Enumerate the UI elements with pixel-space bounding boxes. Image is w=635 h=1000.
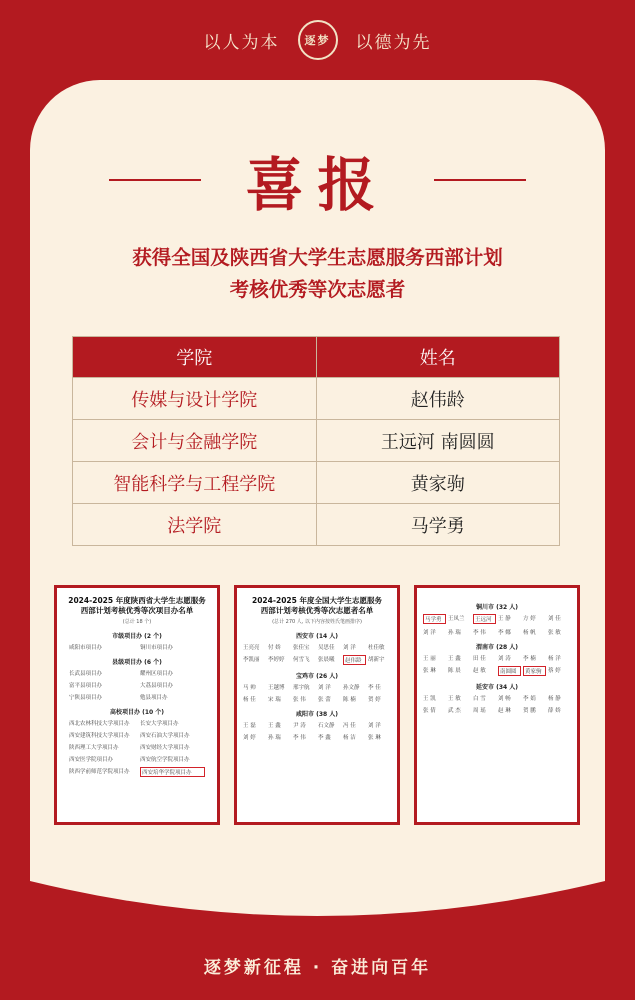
- doc-section-items: [423, 694, 571, 714]
- left-motto: 以人为本: [203, 32, 280, 53]
- content-card: [30, 80, 605, 940]
- doc-section-items: [423, 614, 571, 636]
- list-item: 赵 敏: [473, 668, 486, 674]
- list-item: 马 帅: [243, 685, 256, 691]
- table-row: [73, 462, 560, 504]
- list-item: 刘 畅: [498, 696, 511, 702]
- name-cell: 马学勇: [316, 504, 560, 546]
- list-item: 张 伟: [293, 697, 306, 703]
- list-item: 吴思佳: [318, 645, 335, 651]
- list-item: 杨 洋: [548, 656, 561, 662]
- title-rule-left: [109, 179, 201, 181]
- list-item: 长武县项目办: [69, 671, 103, 677]
- list-item: 黄家驹: [523, 666, 546, 676]
- doc-section-label: 市级项目办 (2 个): [112, 633, 162, 640]
- list-item: 王越博: [268, 685, 285, 691]
- list-item: 陈 晨: [448, 668, 461, 674]
- doc-section-items: [243, 683, 391, 703]
- bottom-slogan: 逐梦新征程 · 奋进向百年: [203, 958, 432, 978]
- list-item: 刘 涛: [498, 656, 511, 662]
- header-name: 姓名: [316, 337, 560, 378]
- list-item: 蔡 婷: [548, 668, 561, 674]
- list-item: 杜佳敏: [368, 645, 385, 651]
- list-item: 李 娟: [523, 696, 536, 702]
- list-item: 薛 娇: [548, 708, 561, 714]
- doc-section-items: [63, 643, 211, 651]
- list-item: 王 凯: [423, 696, 436, 702]
- list-item: 刘 佳: [548, 616, 561, 622]
- list-item: 富平县项目办: [69, 683, 103, 689]
- list-item: 西安石油大学项目办: [140, 733, 190, 739]
- list-item: 尹 涛: [293, 723, 306, 729]
- list-item: 陈 楠: [343, 697, 356, 703]
- college-cell: 法学院: [73, 504, 317, 546]
- doc-section-label: 县级项目办 (6 个): [112, 659, 162, 666]
- list-item: 陕西理工大学项目办: [69, 745, 119, 751]
- document-volunteer-list-1: [234, 585, 400, 825]
- list-item: 大荔县项目办: [140, 683, 174, 689]
- list-item: 李 娜: [498, 630, 511, 636]
- page-title: 喜报: [245, 151, 390, 219]
- table-row: [73, 504, 560, 546]
- seal-text: 逐梦: [304, 34, 331, 47]
- list-item: 长安大学项目办: [140, 721, 179, 727]
- list-item: 田 佳: [473, 656, 486, 662]
- list-item: 张 倩: [423, 708, 436, 714]
- doc-section-items: [63, 719, 211, 777]
- list-item: 杨 静: [548, 696, 561, 702]
- list-item: 孙文静: [343, 685, 360, 691]
- list-item: 张佳宝: [293, 645, 310, 651]
- list-item: 马学勇: [423, 614, 446, 624]
- list-item: 西安建筑科技大学项目办: [69, 733, 130, 739]
- list-item: 刘 洋: [368, 723, 381, 729]
- list-item: 王远河: [473, 614, 496, 624]
- doc-title: [63, 596, 211, 616]
- award-table: [72, 336, 560, 546]
- list-item: 张 琳: [368, 735, 381, 741]
- list-item: 西安财经大学项目办: [140, 745, 190, 751]
- list-item: 贺 鹏: [523, 708, 536, 714]
- doc-section-items: [243, 643, 391, 665]
- list-item: 王 鑫: [268, 723, 281, 729]
- list-item: 李 鑫: [318, 735, 331, 741]
- doc-section-label: 高校项目办 (10 个): [109, 709, 164, 716]
- list-item: 西北农林科技大学项目办: [69, 721, 130, 727]
- right-motto: 以德为先: [355, 32, 432, 53]
- doc-section-items: [243, 721, 391, 741]
- list-item: 白 雪: [473, 696, 486, 702]
- list-item: 刘 洋: [343, 645, 356, 651]
- list-item: 孙 瑞: [268, 735, 281, 741]
- list-item: 张 琳: [423, 668, 436, 674]
- doc-section-label: 宝鸡市 (26 人): [295, 673, 338, 680]
- list-item: 南圆圆: [498, 666, 521, 676]
- doc-title-line: 2024-2025 年度全国大学生志愿服务: [252, 596, 382, 605]
- list-item: 王 鑫: [448, 656, 461, 662]
- list-item: 刘 洋: [318, 685, 331, 691]
- college-cell: 传媒与设计学院: [73, 378, 317, 420]
- list-item: 张晨曦: [318, 657, 335, 663]
- doc-title-line: 2024-2025 年度陕西省大学生志愿服务: [68, 596, 206, 605]
- name-cell: 赵伟龄: [316, 378, 560, 420]
- list-item: 冯 佳: [343, 723, 356, 729]
- list-item: 方 婷: [523, 616, 536, 622]
- doc-title-line: 西部计划考核优秀等次志愿者名单: [260, 606, 374, 615]
- card-bottom-curve: [30, 881, 605, 940]
- list-item: 付 娇: [268, 645, 281, 651]
- list-item: 赵伟龄: [343, 655, 366, 665]
- list-item: 周 瑶: [473, 708, 486, 714]
- list-item: 杨 佳: [243, 697, 256, 703]
- list-item: 张 敏: [548, 630, 561, 636]
- list-item: 西安培华学院项目办: [140, 767, 205, 777]
- list-item: 宁陕县项目办: [69, 695, 103, 701]
- list-item: 孙 瑞: [448, 630, 461, 636]
- list-item: 何雪飞: [293, 657, 310, 663]
- list-item: 刘 洋: [423, 630, 436, 636]
- list-item: 王 静: [498, 616, 511, 622]
- list-item: 王 磊: [243, 723, 256, 729]
- list-item: 铜川市项目办: [140, 645, 174, 651]
- subtitle: [30, 242, 605, 306]
- doc-note: (总计 270 人, 以下内容按姓氏笔画排序): [272, 619, 362, 625]
- table-row: [73, 378, 560, 420]
- name-cell: 黄家驹: [316, 462, 560, 504]
- list-item: 西安医学院项目办: [69, 757, 114, 763]
- list-item: 王 敏: [448, 696, 461, 702]
- list-item: 王亮亮: [243, 645, 260, 651]
- list-item: 王凤兰: [448, 616, 465, 622]
- table-header-row: [73, 337, 560, 378]
- list-item: 王 丽: [423, 656, 436, 662]
- document-office-list: [54, 585, 220, 825]
- list-item: 李 伟: [473, 630, 486, 636]
- list-item: 贺 婷: [368, 697, 381, 703]
- list-item: 李凯丽: [243, 657, 260, 663]
- name-cell: 王远河 南圆圆: [316, 420, 560, 462]
- list-item: 刘 婷: [243, 735, 256, 741]
- title-rule-right: [434, 179, 526, 181]
- list-item: 李 佳: [368, 685, 381, 691]
- subtitle-line-1: 获得全国及陕西省大学生志愿服务西部计划: [132, 246, 503, 269]
- doc-note: (总计 18 个): [122, 619, 152, 625]
- list-item: 宋 瑞: [268, 697, 281, 703]
- list-item: 西安航空学院项目办: [140, 757, 190, 763]
- list-item: 李 伟: [293, 735, 306, 741]
- college-cell: 智能科学与工程学院: [73, 462, 317, 504]
- doc-section-items: [63, 669, 211, 701]
- doc-section-items: [423, 654, 571, 676]
- list-item: 张 蕾: [318, 697, 331, 703]
- list-item: 陕西学前师范学院项目办: [69, 769, 130, 775]
- subtitle-line-2: 考核优秀等次志愿者: [229, 278, 406, 301]
- list-item: 邢宇航: [293, 685, 310, 691]
- list-item: 勉县项目办: [140, 695, 168, 701]
- list-item: 石文静: [318, 723, 335, 729]
- doc-section-label: 渭南市 (28 人): [475, 644, 518, 651]
- list-item: 咸阳市项目办: [69, 645, 103, 651]
- doc-section-label: 延安市 (34 人): [475, 684, 518, 691]
- doc-section-label: 铜川市 (32 人): [475, 604, 518, 611]
- list-item: 杨 洁: [343, 735, 356, 741]
- list-item: 耀州区项目办: [140, 671, 174, 677]
- list-item: 武 杰: [448, 708, 461, 714]
- college-cell: 会计与金融学院: [73, 420, 317, 462]
- doc-title: [243, 596, 391, 616]
- header-college: 学院: [73, 337, 317, 378]
- list-item: 李婷婷: [268, 657, 285, 663]
- doc-section-label: 咸阳市 (38 人): [295, 711, 338, 718]
- table-row: [73, 420, 560, 462]
- list-item: 杨 帆: [523, 630, 536, 636]
- doc-section-label: 西安市 (14 人): [295, 633, 338, 640]
- list-item: 赵 琳: [498, 708, 511, 714]
- doc-title-line: 西部计划考核优秀等次项目办名单: [80, 606, 194, 615]
- document-volunteer-list-2: [414, 585, 580, 825]
- list-item: 胡新宇: [368, 657, 385, 663]
- header-bar: [0, 0, 635, 80]
- title-row: [30, 138, 605, 222]
- list-item: 李 楠: [523, 656, 536, 662]
- school-seal-icon: [298, 20, 338, 60]
